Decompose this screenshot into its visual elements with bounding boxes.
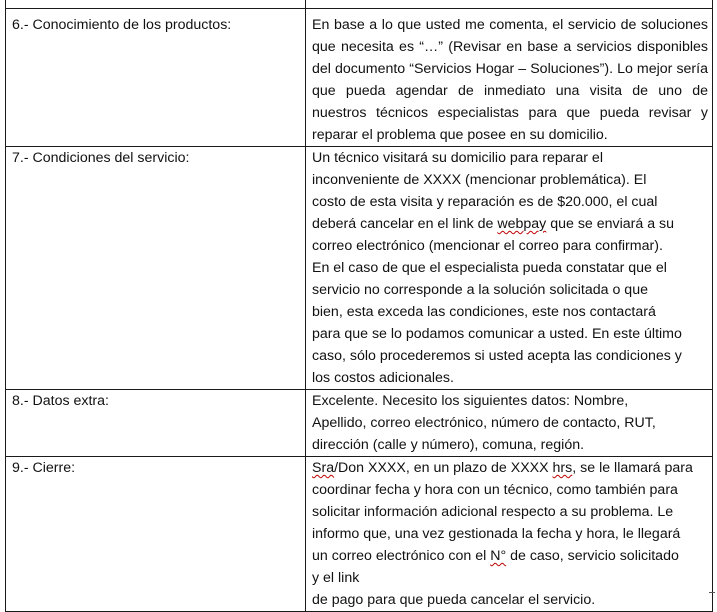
row-body [306,0,713,9]
body-line [312,213,708,235]
body-line-part: de caso, servicio solicitado [506,548,679,564]
row-body [306,9,713,147]
row-label [6,390,306,457]
body-line: bien, esta exceda las condiciones, este nos contactará [312,304,656,320]
row-body [306,147,713,390]
body-line: Un técnico visitará su domicilio para reparar el [312,150,603,166]
spellcheck-word: webpay [497,216,547,232]
spellcheck-word: N° [490,548,507,564]
body-line: inconveniente de XXXX (mencionar problemática). El [312,172,647,188]
row-label-text: 7.- Condiciones del servicio: [12,150,190,166]
row-label-text: 6.- Conocimiento de los productos: [12,17,232,33]
body-line-part: que se enviará a su [546,216,675,232]
body-line: los costos adicionales. [312,370,454,386]
body-line-part: deberá cancelar en el link de [312,216,498,232]
script-table [5,0,713,612]
spellcheck-word: Sra [312,460,335,476]
body-line-part: , se le llamará para [572,460,693,476]
table-row [6,0,713,9]
body-line-part: un correo electrónico con el [312,548,491,564]
row-body [306,390,713,457]
row-label [6,0,306,9]
body-line: Excelente. Necesito los siguientes datos: Nombre, [312,393,629,409]
table-row [6,390,713,457]
row-label [6,9,306,147]
row-label [6,147,306,390]
body-line: de pago para que pueda cancelar el servicio. [312,592,596,608]
body-line-part: /Don XXXX, en un plazo de XXXX [334,460,553,476]
row-body [306,457,713,612]
table-row [6,147,713,390]
body-line: dirección (calle y número), comuna, región. [312,437,585,453]
body-line: y el link [312,570,360,586]
spellcheck-word: hrs [552,460,573,476]
body-line: informo que, una vez gestionada la fecha y hora, le llegará [312,526,681,542]
body-line: servicio no corresponde a la solución solicitada o que [312,282,648,298]
body-line: costo de esta visita y reparación es de $20.000, el cual [312,194,658,210]
body-line: Apellido, correo electrónico, número de contacto, RUT, [312,415,656,431]
body-line: solicitar información adicional respecto a su problema. Le [312,504,674,520]
table-row [6,9,713,147]
table-row [6,457,713,612]
row-label-text: 8.- Datos extra: [12,393,109,409]
body-line [312,457,708,479]
body-line: coordinar fecha y hora con un técnico, como también para [312,482,678,498]
row-body-text: En base a lo que usted me comenta, el servicio de soluciones que necesita es “…” (Revisar en base a servicios disponibles del documento “Servicios Hogar – Soluciones”). Lo mejor sería que pueda agendar de inmediato una visita de uno de nuestros técnicos especialistas para que pueda revisar y reparar el problema que posee en su domicilio. [312,17,708,143]
body-line: correo electrónico (mencionar el correo para confirmar). [312,238,663,254]
row-label [6,457,306,612]
body-line [312,545,708,567]
row-label-text: 9.- Cierre: [12,460,76,476]
body-line: caso, sólo procederemos si usted acepta las condiciones y [312,348,682,364]
body-line: para que se lo podamos comunicar a usted. En este último [312,326,682,342]
page-edge-mark [709,592,715,593]
body-line: En el caso de que el especialista pueda constatar que el [312,260,667,276]
